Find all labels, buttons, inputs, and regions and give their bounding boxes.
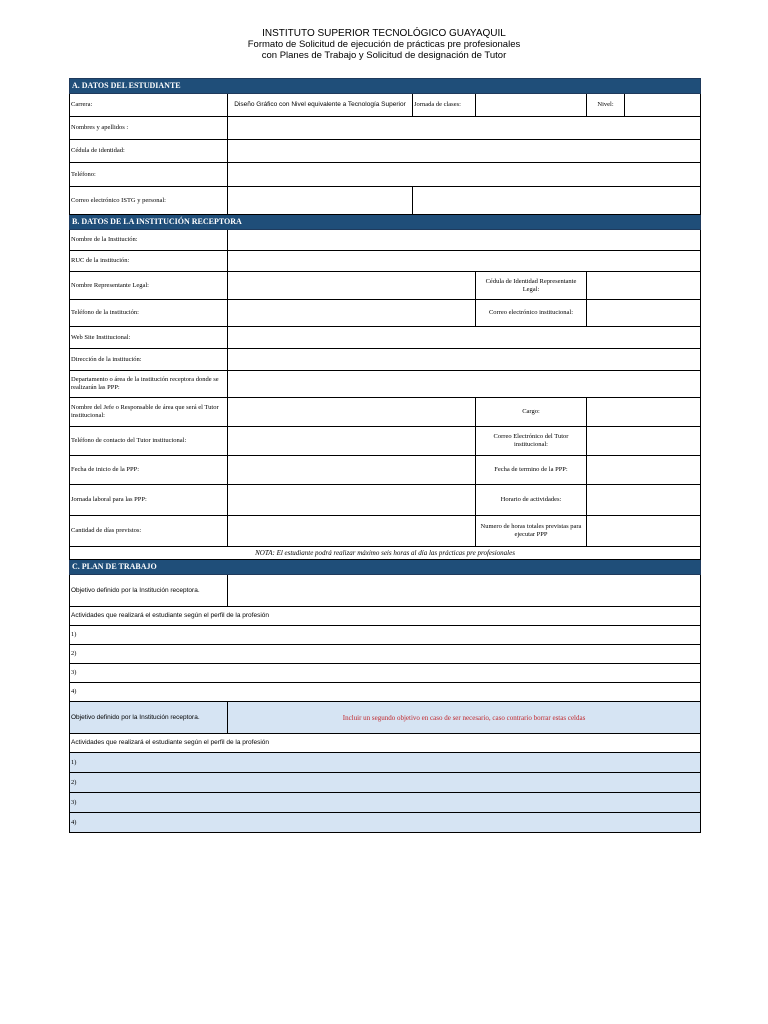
row-cantidad-dias [70,516,701,547]
horario-label: Horario de actividades: [476,485,587,516]
objetivo-2-label: Objetivo definido por la Institución receptora. [70,702,228,734]
activity-row-2 [70,773,701,793]
fecha-inicio-field[interactable] [228,456,476,485]
telefono-field[interactable] [228,163,701,187]
correo-personal-field[interactable] [413,187,701,215]
activity-row-2 [70,793,701,813]
nota-text: NOTA: El estudiante podrá realizar máximo seis horas al día las prácticas pre profesionales [70,547,701,560]
nombre-inst-label: Nombre de la Institución: [70,230,228,251]
web-label: Web Site Institucional: [70,327,228,349]
row-carrera [70,94,701,117]
section-a-header [70,79,701,94]
section-c-header [70,560,701,575]
activity-row [70,645,701,664]
ruc-field[interactable] [228,251,701,272]
row-representante [70,272,701,300]
row-fechas [70,456,701,485]
horario-field[interactable] [587,485,701,516]
telefono-inst-field[interactable] [228,300,476,327]
institute-name: INSTITUTO SUPERIOR TECNOLÓGICO GUAYAQUIL [262,28,506,39]
carrera-value[interactable]: Diseño Gráfico con Nivel equivalente a Tecnología Superior [228,94,413,117]
section-a-title: A. DATOS DEL ESTUDIANTE [70,79,701,94]
correo-label: Correo electrónico ISTG y personal: [70,187,228,215]
cargo-field[interactable] [587,398,701,427]
numero-horas-label: Numero de horas totales previstas para ejecutar PPP [476,516,587,547]
telefono-label: Teléfono: [70,163,228,187]
row-actividades-2 [70,734,701,753]
jefe-label: Nombre del Jefe o Responsable de área que será el Tutor institucional: [70,398,228,427]
carrera-label: Carrera: [70,94,228,117]
activity-item[interactable]: 2) [70,645,701,664]
activity-row [70,626,701,645]
jornada-field[interactable] [476,94,587,117]
activity-item-2[interactable]: 3) [70,793,701,813]
cedula-rep-field[interactable] [587,272,701,300]
request-form-table [69,78,701,833]
activity-item[interactable]: 1) [70,626,701,645]
section-b-title: B. DATOS DE LA INSTITUCIÓN RECEPTORA [70,215,701,230]
form-subtitle: con Planes de Trabajo y Solicitud de designación de Tutor [261,50,507,61]
fecha-inicio-label: Fecha de inicio de la PPP: [70,456,228,485]
row-actividades [70,607,701,626]
jornada-label: Jornada de clases: [413,94,476,117]
activity-item-2[interactable]: 1) [70,753,701,773]
departamento-field[interactable] [228,371,701,398]
correo-istg-field[interactable] [228,187,413,215]
cantidad-dias-field[interactable] [228,516,476,547]
departamento-label: Departamento o área de la institución receptora donde se realizarán las PPP: [70,371,228,398]
activity-item[interactable]: 4) [70,683,701,702]
activity-row-2 [70,813,701,833]
ruc-label: RUC de la institución: [70,251,228,272]
jornada-laboral-field[interactable] [228,485,476,516]
row-jefe [70,398,701,427]
form-header [0,28,768,61]
nombres-field[interactable] [228,117,701,140]
nombre-inst-field[interactable] [228,230,701,251]
row-nombres [70,117,701,140]
objetivo-field[interactable] [228,575,701,607]
cargo-label: Cargo: [476,398,587,427]
activity-row [70,664,701,683]
telefono-tutor-label: Teléfono de contacto del Tutor institucional: [70,427,228,456]
numero-horas-field[interactable] [587,516,701,547]
activity-item-2[interactable]: 2) [70,773,701,793]
row-jornada-laboral [70,485,701,516]
jornada-laboral-label: Jornada laboral para las PPP: [70,485,228,516]
row-departamento [70,371,701,398]
objetivo-label: Objetivo definido por la Institución receptora. [70,575,228,607]
cedula-field[interactable] [228,140,701,163]
row-nota [70,547,701,560]
jefe-field[interactable] [228,398,476,427]
row-telefono-inst [70,300,701,327]
actividades-label: Actividades que realizará el estudiante según el perfil de la profesión [70,607,701,626]
telefono-inst-label: Teléfono de la institución: [70,300,228,327]
row-nombre-inst [70,230,701,251]
row-telefono [70,163,701,187]
cedula-rep-label: Cédula de Identidad Representante Legal: [476,272,587,300]
actividades-2-label: Actividades que realizará el estudiante según el perfil de la profesión [70,734,701,753]
fecha-termino-field[interactable] [587,456,701,485]
activity-row [70,683,701,702]
row-cedula [70,140,701,163]
row-correo [70,187,701,215]
form-title: Formato de Solicitud de ejecución de prácticas pre profesionales [247,39,521,50]
row-ruc [70,251,701,272]
fecha-termino-label: Fecha de termino de la PPP: [476,456,587,485]
direccion-field[interactable] [228,349,701,371]
direccion-label: Dirección de la institución: [70,349,228,371]
section-c-title: C. PLAN DE TRABAJO [70,560,701,575]
representante-field[interactable] [228,272,476,300]
telefono-tutor-field[interactable] [228,427,476,456]
nombres-label: Nombres y apellidos : [70,117,228,140]
row-web [70,327,701,349]
correo-tutor-label: Correo Electrónico del Tutor institucional: [476,427,587,456]
row-objetivo [70,575,701,607]
row-telefono-tutor [70,427,701,456]
nivel-label: Nivel: [587,94,625,117]
web-field[interactable] [228,327,701,349]
representante-label: Nombre Representante Legal: [70,272,228,300]
row-direccion [70,349,701,371]
section-b-header [70,215,701,230]
correo-inst-field[interactable] [587,300,701,327]
activity-item[interactable]: 3) [70,664,701,683]
objetivo-2-note[interactable]: Incluir un segundo objetivo en caso de ser necesario, caso contrario borrar estas celdas [228,702,701,734]
cantidad-dias-label: Cantidad de días previstos: [70,516,228,547]
activity-row-2 [70,753,701,773]
cedula-label: Cédula de identidad: [70,140,228,163]
row-objetivo-2 [70,702,701,734]
nivel-field[interactable] [625,94,701,117]
correo-tutor-field[interactable] [587,427,701,456]
correo-inst-label: Correo electrónico institucional: [476,300,587,327]
activity-item-2[interactable]: 4) [70,813,701,833]
